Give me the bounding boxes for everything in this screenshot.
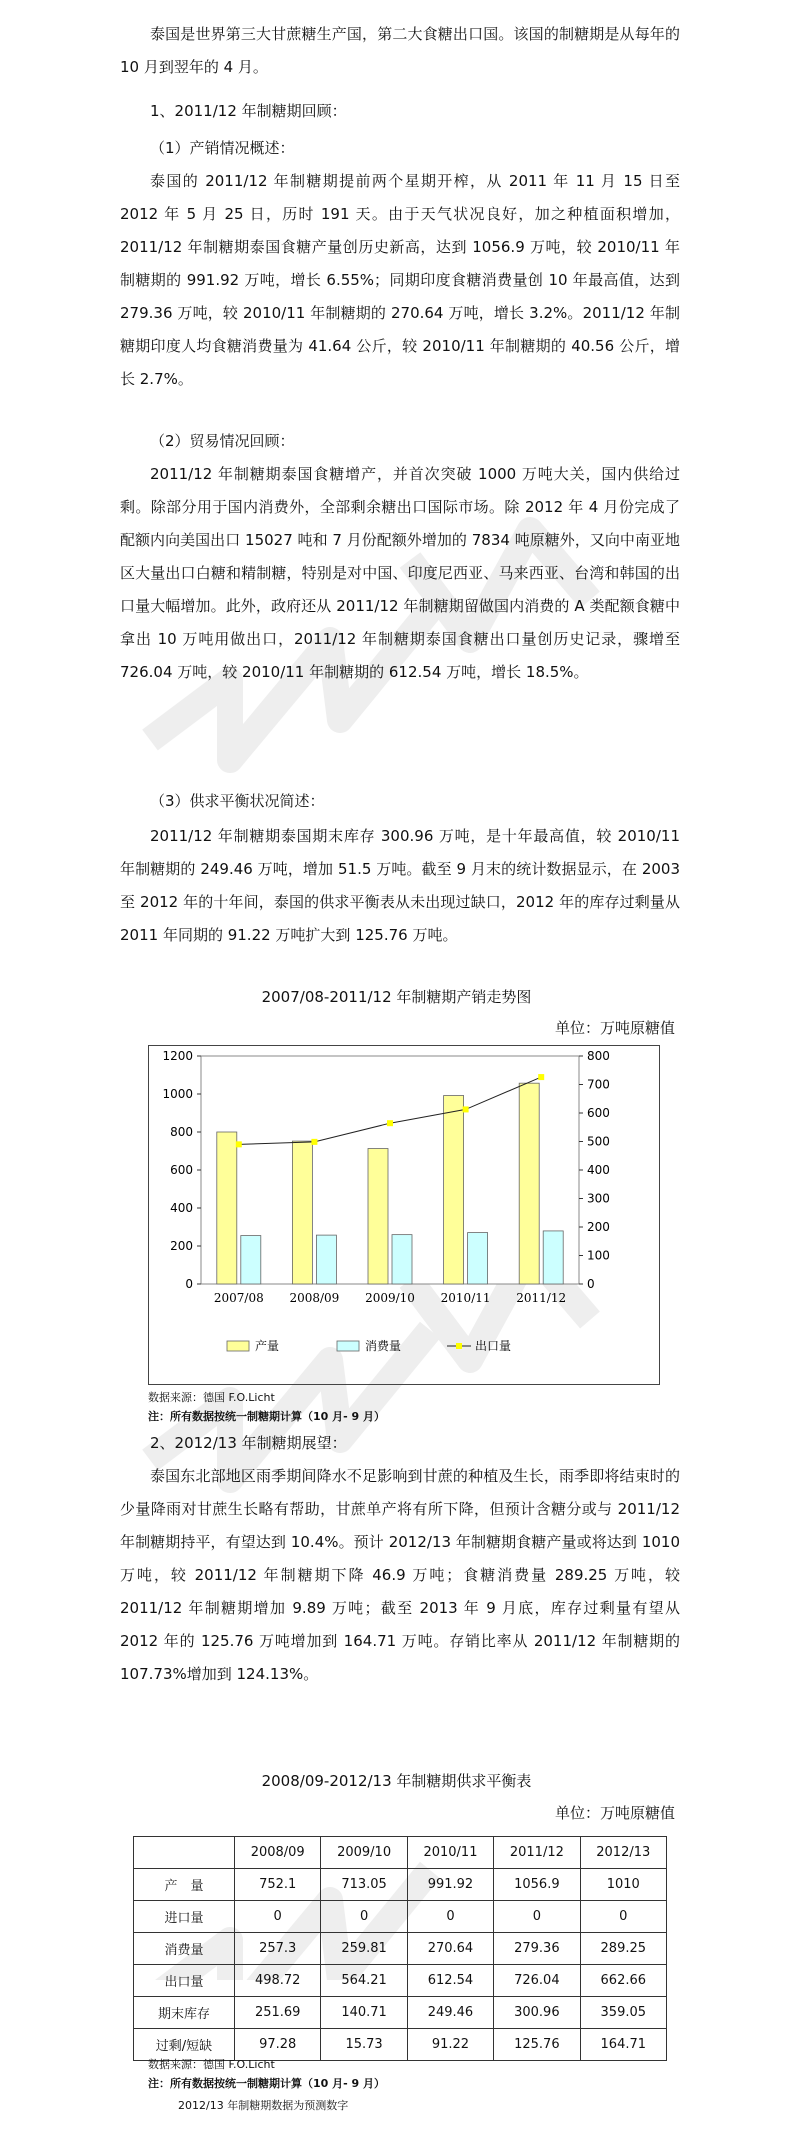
chart-note: 注：所有数据按统一制糖期计算（10 月- 9 月） bbox=[148, 1410, 386, 1423]
table-header-cell bbox=[134, 1837, 235, 1869]
table-cell: 消费量 bbox=[134, 1933, 235, 1965]
table-cell: 300.96 bbox=[494, 1997, 580, 2029]
bar-consumption bbox=[241, 1236, 261, 1284]
table-cell: 出口量 bbox=[134, 1965, 235, 1997]
table-cell: 进口量 bbox=[134, 1901, 235, 1933]
intro-paragraph: 泰国是世界第三大甘蔗糖生产国，第二大食糖出口国。该国的制糖期是从每年的 10 月到翌年的 4 月。 bbox=[120, 25, 680, 76]
table-header-cell: 2012/13 bbox=[580, 1837, 666, 1869]
chart-frame bbox=[148, 1045, 660, 1385]
table-title: 2008/09-2012/13 年制糖期供求平衡表 bbox=[261, 1772, 532, 1790]
table-row bbox=[134, 1869, 667, 1901]
left-tick-label: 1000 bbox=[162, 1087, 193, 1101]
bar-production bbox=[217, 1132, 237, 1284]
table-cell: 97.28 bbox=[235, 2029, 321, 2061]
table-cell: 612.54 bbox=[407, 1965, 493, 1997]
balance-table bbox=[133, 1836, 667, 2061]
table-cell: 279.36 bbox=[494, 1933, 580, 1965]
table-cell: 过剩/短缺 bbox=[134, 2029, 235, 2061]
bar-production bbox=[368, 1149, 388, 1284]
right-tick-label: 400 bbox=[587, 1163, 610, 1177]
bar-consumption bbox=[392, 1235, 412, 1284]
table-cell: 0 bbox=[494, 1901, 580, 1933]
table-cell: 991.92 bbox=[407, 1869, 493, 1901]
right-tick-label: 100 bbox=[587, 1248, 610, 1263]
left-tick-label: 200 bbox=[170, 1239, 193, 1253]
bar-consumption bbox=[543, 1231, 563, 1284]
table-header-row bbox=[134, 1837, 667, 1869]
table-cell: 1056.9 bbox=[494, 1869, 580, 1901]
export-point bbox=[463, 1106, 469, 1112]
table-note: 注：所有数据按统一制糖期计算（10 月- 9 月） bbox=[148, 2077, 386, 2090]
left-tick-label: 400 bbox=[170, 1201, 193, 1215]
table-cell: 257.3 bbox=[235, 1933, 321, 1965]
x-tick-label: 2011/12 bbox=[516, 1291, 567, 1305]
table-forecast-note: 2012/13 年制糖期数据为预测数字 bbox=[178, 2099, 349, 2112]
table-cell: 0 bbox=[407, 1901, 493, 1933]
export-point bbox=[236, 1141, 242, 1147]
table-cell: 140.71 bbox=[321, 1997, 407, 2029]
left-tick-label: 0 bbox=[185, 1277, 193, 1291]
table-cell: 564.21 bbox=[321, 1965, 407, 1997]
bar-production bbox=[519, 1083, 539, 1284]
table-unit: 单位：万吨原糖值 bbox=[554, 1804, 675, 1822]
table-header-cell: 2009/10 bbox=[321, 1837, 407, 1869]
table-cell: 289.25 bbox=[580, 1933, 666, 1965]
x-tick-label: 2007/08 bbox=[213, 1291, 264, 1305]
right-tick-label: 0 bbox=[587, 1277, 595, 1291]
export-point bbox=[311, 1139, 317, 1145]
right-tick-label: 600 bbox=[587, 1106, 610, 1120]
table-cell: 1010 bbox=[580, 1869, 666, 1901]
table-cell: 0 bbox=[235, 1901, 321, 1933]
legend-swatch bbox=[337, 1341, 359, 1351]
left-tick-label: 600 bbox=[170, 1163, 193, 1177]
table-cell: 产 量 bbox=[134, 1869, 235, 1901]
right-tick-label: 500 bbox=[587, 1134, 610, 1149]
table-cell: 752.1 bbox=[235, 1869, 321, 1901]
table-cell: 251.69 bbox=[235, 1997, 321, 2029]
production-paragraph: 泰国的 2011/12 年制糖期提前两个星期开榨，从 2011 年 11 月 15 日至 2012 年 5 月 25 日，历时 191 天。由于天气状况良好，加之种植面积增加，2011/12 年制糖期泰国食糖产量创历史新高，达到 1056.9 万吨，较 2010/11 年制糖期的 991.92 万吨，增长 6.55%；同期印度食糖消费量创 10 年最高值，达到 279.36 万吨，较 2010/11 年制糖期的 270.64 万吨，增长 3.2%。2011/12 年制糖期印度人均食糖消费量为 41.64 公斤，较 2010/11 年制糖期的 40.56 公斤，增长 2.7%。 bbox=[120, 172, 680, 388]
subsection-1-heading: （1）产销情况概述： bbox=[150, 139, 295, 157]
left-tick-label: 1200 bbox=[162, 1049, 193, 1063]
production-sales-chart bbox=[149, 1046, 659, 1384]
outlook-paragraph: 泰国东北部地区雨季期间降水不足影响到甘蔗的种植及生长，雨季即将结束时的少量降雨对甘蔗生长略有帮助，甘蔗单产将有所下降，但预计含糖分或与 2011/12 年制糖期持平，有望达到 10.4%。预计 2012/13 年制糖期食糖产量或将达到 1010 万吨，较 2011/12 年制糖期下降 46.9 万吨；食糖消费量 289.25 万吨，较 2011/12 年制糖期增加 9.89 万吨；截至 2013 年 9 月底，库存过剩量有望从 2012 年的 125.76 万吨增加到 164.71 万吨。存销比率从 2011/12 年制糖期的 107.73%增加到 124.13%。 bbox=[120, 1467, 680, 1683]
right-tick-label: 800 bbox=[587, 1049, 610, 1063]
table-cell: 270.64 bbox=[407, 1933, 493, 1965]
legend-marker bbox=[456, 1343, 462, 1349]
table-cell: 期末库存 bbox=[134, 1997, 235, 2029]
left-tick-label: 800 bbox=[170, 1125, 193, 1139]
table-cell: 726.04 bbox=[494, 1965, 580, 1997]
table-cell: 498.72 bbox=[235, 1965, 321, 1997]
table-row bbox=[134, 1901, 667, 1933]
export-point bbox=[538, 1074, 544, 1080]
subsection-2-heading: （2）贸易情况回顾： bbox=[150, 432, 295, 450]
export-point bbox=[387, 1120, 393, 1126]
bar-production bbox=[292, 1141, 312, 1284]
table-cell: 713.05 bbox=[321, 1869, 407, 1901]
x-tick-label: 2009/10 bbox=[365, 1291, 415, 1305]
x-tick-label: 2010/11 bbox=[440, 1291, 491, 1305]
trade-paragraph: 2011/12 年制糖期泰国食糖增产，并首次突破 1000 万吨大关，国内供给过剩。除部分用于国内消费外，全部剩余糖出口国际市场。除 2012 年 4 月份完成了配额内向美国出口 15027 吨和 7 月份配额外增加的 7834 吨原糖外，又向中南亚地区大量出口白糖和精制糖，特别是对中国、印度尼西亚、马来西亚、台湾和韩国的出口量大幅增加。此外，政府还从 2011/12 年制糖期留做国内消费的 A 类配额食糖中拿出 10 万吨用做出口，2011/12 年制糖期泰国食糖出口量创历史记录，骤增至 726.04 万吨，较 2010/11 年制糖期的 612.54 万吨，增长 18.5%。 bbox=[120, 465, 680, 681]
table-cell: 0 bbox=[321, 1901, 407, 1933]
table-header-cell: 2011/12 bbox=[494, 1837, 580, 1869]
table-row bbox=[134, 1997, 667, 2029]
table-row bbox=[134, 1965, 667, 1997]
table-header-cell: 2010/11 bbox=[407, 1837, 493, 1869]
section-2-heading: 2、2012/13 年制糖期展望： bbox=[150, 1434, 347, 1452]
table-cell: 125.76 bbox=[494, 2029, 580, 2061]
bar-consumption bbox=[468, 1233, 488, 1284]
table-source: 数据来源：德国 F.O.Licht bbox=[148, 2058, 275, 2071]
table-header-cell: 2008/09 bbox=[235, 1837, 321, 1869]
legend-label: 出口量 bbox=[475, 1339, 512, 1353]
chart-title: 2007/08-2011/12 年制糖期产销走势图 bbox=[261, 988, 532, 1006]
table-row bbox=[134, 1933, 667, 1965]
right-tick-label: 200 bbox=[587, 1220, 610, 1234]
bar-production bbox=[444, 1096, 464, 1284]
table-cell: 15.73 bbox=[321, 2029, 407, 2061]
right-tick-label: 300 bbox=[587, 1191, 610, 1206]
table-cell: 91.22 bbox=[407, 2029, 493, 2061]
chart-unit: 单位：万吨原糖值 bbox=[554, 1019, 675, 1037]
legend-swatch bbox=[227, 1341, 249, 1351]
bar-consumption bbox=[316, 1235, 336, 1284]
section-1-heading: 1、2011/12 年制糖期回顾： bbox=[150, 102, 347, 120]
balance-paragraph: 2011/12 年制糖期泰国期末库存 300.96 万吨，是十年最高值，较 2010/11 年制糖期的 249.46 万吨，增加 51.5 万吨。截至 9 月末的统计数据显示，在 2003 至 2012 年的十年间，泰国的供求平衡表从未出现过缺口，2012 年的库存过剩量从 2011 年同期的 91.22 万吨扩大到 125.76 万吨。 bbox=[120, 827, 680, 944]
subsection-3-heading: （3）供求平衡状况简述： bbox=[150, 792, 325, 810]
legend-label: 产量 bbox=[255, 1339, 280, 1353]
table-cell: 662.66 bbox=[580, 1965, 666, 1997]
right-tick-label: 700 bbox=[587, 1077, 610, 1092]
x-tick-label: 2008/09 bbox=[289, 1291, 340, 1305]
table-cell: 0 bbox=[580, 1901, 666, 1933]
legend-label: 消费量 bbox=[365, 1339, 402, 1353]
table-cell: 164.71 bbox=[580, 2029, 666, 2061]
table-cell: 359.05 bbox=[580, 1997, 666, 2029]
table-cell: 259.81 bbox=[321, 1933, 407, 1965]
chart-source: 数据来源：德国 F.O.Licht bbox=[148, 1391, 275, 1404]
table-cell: 249.46 bbox=[407, 1997, 493, 2029]
